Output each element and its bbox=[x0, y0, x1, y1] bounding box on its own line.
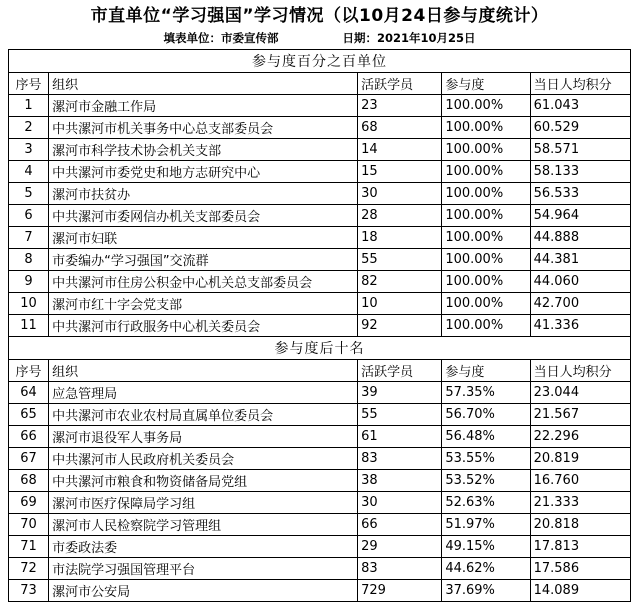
cell-avg: 58.571 bbox=[530, 139, 630, 161]
cell-index: 11 bbox=[9, 315, 49, 337]
cell-active: 10 bbox=[358, 293, 442, 315]
cell-participation: 100.00% bbox=[442, 293, 530, 315]
section-heading-row bbox=[9, 337, 631, 360]
table-row bbox=[9, 558, 631, 580]
cell-avg: 16.760 bbox=[530, 470, 630, 492]
cell-active: 83 bbox=[358, 558, 442, 580]
column-header-participation: 参与度 bbox=[442, 73, 530, 95]
table-row bbox=[9, 161, 631, 183]
report-date-value: 2021年10月25日 bbox=[376, 31, 476, 46]
table-row bbox=[9, 426, 631, 448]
report-date-label: 日期： bbox=[342, 31, 377, 46]
table-row bbox=[9, 183, 631, 205]
cell-active: 55 bbox=[358, 249, 442, 271]
cell-org: 漯河市医疗保障局学习组 bbox=[49, 492, 358, 514]
page-title: 市直单位“学习强国”学习情况（以10月24日参与度统计） bbox=[90, 6, 549, 26]
cell-index: 71 bbox=[9, 536, 49, 558]
table-row bbox=[9, 227, 631, 249]
cell-avg: 14.089 bbox=[530, 580, 630, 602]
cell-participation: 100.00% bbox=[442, 271, 530, 293]
table-row bbox=[9, 271, 631, 293]
table-row bbox=[9, 95, 631, 117]
cell-index: 8 bbox=[9, 249, 49, 271]
table-row bbox=[9, 514, 631, 536]
cell-org: 市委编办“学习强国”交流群 bbox=[49, 249, 358, 271]
section-heading-row bbox=[9, 50, 631, 73]
cell-participation: 100.00% bbox=[442, 205, 530, 227]
table-row bbox=[9, 249, 631, 271]
cell-active: 729 bbox=[358, 580, 442, 602]
cell-org: 漯河市扶贫办 bbox=[49, 183, 358, 205]
cell-index: 69 bbox=[9, 492, 49, 514]
cell-org: 中共漯河市机关事务中心总支部委员会 bbox=[49, 117, 358, 139]
cell-org: 漯河市红十字会党支部 bbox=[49, 293, 358, 315]
table-row bbox=[9, 492, 631, 514]
cell-participation: 37.69% bbox=[442, 580, 530, 602]
cell-avg: 17.813 bbox=[530, 536, 630, 558]
cell-active: 23 bbox=[358, 95, 442, 117]
cell-participation: 100.00% bbox=[442, 315, 530, 337]
cell-avg: 21.333 bbox=[530, 492, 630, 514]
filler-unit-label: 填表单位： bbox=[163, 31, 221, 46]
table-row bbox=[9, 382, 631, 404]
cell-org: 应急管理局 bbox=[49, 382, 358, 404]
cell-index: 5 bbox=[9, 183, 49, 205]
cell-active: 82 bbox=[358, 271, 442, 293]
filler-unit bbox=[163, 30, 278, 46]
cell-avg: 21.567 bbox=[530, 404, 630, 426]
table-row bbox=[9, 580, 631, 602]
cell-participation: 49.15% bbox=[442, 536, 530, 558]
cell-index: 4 bbox=[9, 161, 49, 183]
cell-org: 中共漯河市住房公积金中心机关总支部委员会 bbox=[49, 271, 358, 293]
cell-org: 市法院学习强国管理平台 bbox=[49, 558, 358, 580]
cell-org: 中共漯河市委网信办机关支部委员会 bbox=[49, 205, 358, 227]
cell-org: 漯河市人民检察院学习管理组 bbox=[49, 514, 358, 536]
cell-avg: 44.888 bbox=[530, 227, 630, 249]
cell-index: 72 bbox=[9, 558, 49, 580]
cell-index: 73 bbox=[9, 580, 49, 602]
column-header-participation: 参与度 bbox=[442, 360, 530, 382]
cell-avg: 23.044 bbox=[530, 382, 630, 404]
cell-avg: 60.529 bbox=[530, 117, 630, 139]
cell-participation: 100.00% bbox=[442, 117, 530, 139]
cell-participation: 52.63% bbox=[442, 492, 530, 514]
cell-active: 18 bbox=[358, 227, 442, 249]
cell-active: 83 bbox=[358, 448, 442, 470]
column-header-row bbox=[9, 360, 631, 382]
cell-active: 61 bbox=[358, 426, 442, 448]
cell-participation: 100.00% bbox=[442, 139, 530, 161]
table-row bbox=[9, 139, 631, 161]
table-row bbox=[9, 536, 631, 558]
column-header-row bbox=[9, 73, 631, 95]
cell-avg: 56.533 bbox=[530, 183, 630, 205]
column-header-org: 组织 bbox=[49, 73, 358, 95]
cell-active: 29 bbox=[358, 536, 442, 558]
cell-avg: 22.296 bbox=[530, 426, 630, 448]
cell-avg: 41.336 bbox=[530, 315, 630, 337]
cell-index: 10 bbox=[9, 293, 49, 315]
cell-participation: 57.35% bbox=[442, 382, 530, 404]
cell-active: 68 bbox=[358, 117, 442, 139]
table-row bbox=[9, 205, 631, 227]
cell-index: 65 bbox=[9, 404, 49, 426]
cell-org: 漯河市妇联 bbox=[49, 227, 358, 249]
filler-unit-value: 市委宣传部 bbox=[220, 31, 279, 46]
cell-active: 92 bbox=[358, 315, 442, 337]
cell-active: 14 bbox=[358, 139, 442, 161]
cell-avg: 20.819 bbox=[530, 448, 630, 470]
column-header-avg: 当日人均积分 bbox=[530, 73, 630, 95]
cell-index: 68 bbox=[9, 470, 49, 492]
cell-participation: 56.70% bbox=[442, 404, 530, 426]
cell-avg: 61.043 bbox=[530, 95, 630, 117]
cell-index: 6 bbox=[9, 205, 49, 227]
cell-avg: 44.381 bbox=[530, 249, 630, 271]
table-row bbox=[9, 293, 631, 315]
cell-avg: 20.818 bbox=[530, 514, 630, 536]
column-header-active: 活跃学员 bbox=[358, 73, 442, 95]
section-heading: 参与度百分之百单位 bbox=[9, 50, 631, 73]
cell-index: 2 bbox=[9, 117, 49, 139]
cell-active: 30 bbox=[358, 183, 442, 205]
column-header-avg: 当日人均积分 bbox=[530, 360, 630, 382]
cell-active: 66 bbox=[358, 514, 442, 536]
cell-participation: 53.52% bbox=[442, 470, 530, 492]
cell-avg: 58.133 bbox=[530, 161, 630, 183]
cell-active: 15 bbox=[358, 161, 442, 183]
cell-avg: 42.700 bbox=[530, 293, 630, 315]
cell-participation: 53.55% bbox=[442, 448, 530, 470]
cell-org: 漯河市公安局 bbox=[49, 580, 358, 602]
cell-org: 漯河市科学技术协会机关支部 bbox=[49, 139, 358, 161]
section-heading: 参与度后十名 bbox=[9, 337, 631, 360]
column-header-index: 序号 bbox=[9, 360, 49, 382]
cell-avg: 54.964 bbox=[530, 205, 630, 227]
table-row bbox=[9, 315, 631, 337]
column-header-org: 组织 bbox=[49, 360, 358, 382]
cell-participation: 100.00% bbox=[442, 95, 530, 117]
cell-org: 中共漯河市农业农村局直属单位委员会 bbox=[49, 404, 358, 426]
cell-index: 64 bbox=[9, 382, 49, 404]
cell-participation: 100.00% bbox=[442, 183, 530, 205]
cell-org: 漯河市退役军人事务局 bbox=[49, 426, 358, 448]
cell-active: 55 bbox=[358, 404, 442, 426]
table-row bbox=[9, 117, 631, 139]
cell-index: 3 bbox=[9, 139, 49, 161]
table-row bbox=[9, 448, 631, 470]
cell-index: 67 bbox=[9, 448, 49, 470]
cell-participation: 56.48% bbox=[442, 426, 530, 448]
cell-org: 中共漯河市人民政府机关委员会 bbox=[49, 448, 358, 470]
cell-org: 中共漯河市委党史和地方志研究中心 bbox=[49, 161, 358, 183]
cell-participation: 51.97% bbox=[442, 514, 530, 536]
cell-participation: 44.62% bbox=[442, 558, 530, 580]
cell-org: 中共漯河市行政服务中心机关委员会 bbox=[49, 315, 358, 337]
cell-index: 66 bbox=[9, 426, 49, 448]
cell-participation: 100.00% bbox=[442, 227, 530, 249]
cell-index: 70 bbox=[9, 514, 49, 536]
cell-org: 市委政法委 bbox=[49, 536, 358, 558]
document-meta bbox=[0, 30, 639, 49]
cell-org: 中共漯河市粮食和物资储备局党组 bbox=[49, 470, 358, 492]
cell-index: 7 bbox=[9, 227, 49, 249]
cell-active: 39 bbox=[358, 382, 442, 404]
cell-active: 38 bbox=[358, 470, 442, 492]
cell-index: 1 bbox=[9, 95, 49, 117]
table-row bbox=[9, 470, 631, 492]
cell-org: 漯河市金融工作局 bbox=[49, 95, 358, 117]
report-date bbox=[342, 30, 475, 46]
cell-participation: 100.00% bbox=[442, 161, 530, 183]
cell-avg: 17.586 bbox=[530, 558, 630, 580]
column-header-index: 序号 bbox=[9, 73, 49, 95]
column-header-active: 活跃学员 bbox=[358, 360, 442, 382]
table-row bbox=[9, 404, 631, 426]
cell-index: 9 bbox=[9, 271, 49, 293]
cell-participation: 100.00% bbox=[442, 249, 530, 271]
participation-table bbox=[8, 49, 631, 602]
cell-active: 30 bbox=[358, 492, 442, 514]
cell-avg: 44.060 bbox=[530, 271, 630, 293]
cell-active: 28 bbox=[358, 205, 442, 227]
